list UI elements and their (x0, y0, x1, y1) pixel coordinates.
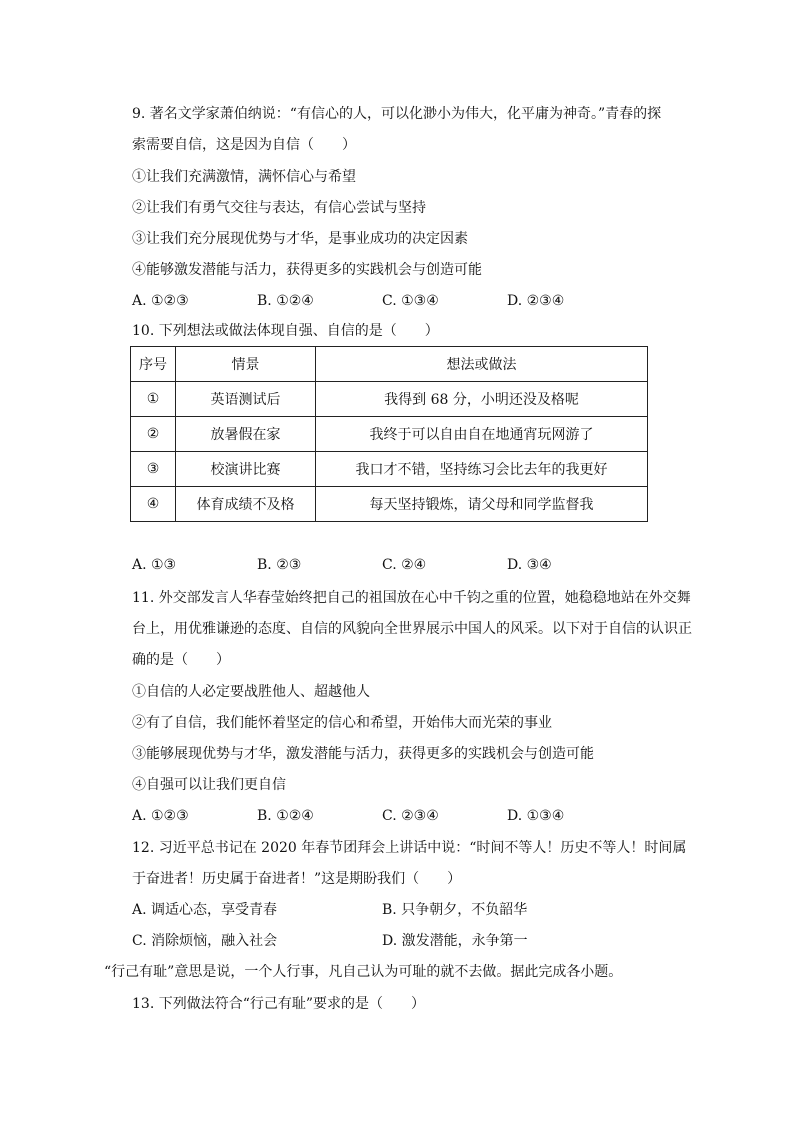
q10-option-d: D. ③④ (507, 557, 552, 573)
q10-option-c: C. ②④ (382, 557, 427, 573)
table-cell: 校演讲比赛 (176, 452, 316, 487)
q11-stem-line1: 11. 外交部发言人华春莹始终把自己的祖国放在心中千钧之重的位置，她稳稳地站在外交舞 (132, 590, 691, 606)
q9-item-3: ③让我们充分展现优势与才华，是事业成功的决定因素 (132, 231, 468, 247)
q11-option-d: D. ①③④ (507, 808, 565, 824)
table-cell: ④ (131, 487, 176, 522)
q12-option-c: C. 消除烦恼，融入社会 (132, 933, 278, 949)
q9-stem-line1: 9. 著名文学家萧伯纳说：“有信心的人，可以化渺小为伟大，化平庸为神奇。”青春的探 (132, 106, 662, 122)
q9-item-2: ②让我们有勇气交往与表达，有信心尝试与坚持 (132, 200, 426, 216)
table-cell: 英语测试后 (176, 382, 316, 417)
table-row (131, 452, 648, 487)
table-cell: ① (131, 382, 176, 417)
table-row (131, 382, 648, 417)
q10-stem: 10. 下列想法或做法体现自强、自信的是（ ） (132, 323, 439, 339)
q10-table (130, 346, 648, 522)
q11-item-1: ①自信的人必定要战胜他人、超越他人 (132, 684, 370, 700)
q11-option-c: C. ②③④ (382, 808, 439, 824)
table-cell: 体育成绩不及格 (176, 487, 316, 522)
q9-stem-line2: 索需要自信，这是因为自信（ ） (132, 137, 356, 153)
table-header-cell: 想法或做法 (316, 347, 648, 382)
table-cell: 放暑假在家 (176, 417, 316, 452)
table-header-row (131, 347, 648, 382)
q11-stem-line3: 确的是（ ） (132, 652, 230, 668)
q11-item-2: ②有了自信，我们能怀着坚定的信心和希望，开始伟大而光荣的事业 (132, 715, 552, 731)
table-cell: ② (131, 417, 176, 452)
q13-stem: 13. 下列做法符合“行己有耻”要求的是（ ） (132, 996, 426, 1012)
q12-option-b: B. 只争朝夕，不负韶华 (382, 902, 528, 918)
q12-stem-line2: 于奋进者！历史属于奋进者！”这是期盼我们（ ） (132, 871, 462, 887)
table-cell: 每天坚持锻炼，请父母和同学监督我 (316, 487, 648, 522)
q9-item-4: ④能够激发潜能与活力，获得更多的实践机会与创造可能 (132, 262, 482, 278)
q9-item-1: ①让我们充满激情，满怀信心与希望 (132, 169, 356, 185)
q11-option-a: A. ①②③ (132, 808, 189, 824)
table-cell: 我口才不错，坚持练习会比去年的我更好 (316, 452, 648, 487)
q9-option-b: B. ①②④ (257, 293, 314, 309)
q12-option-a: A. 调适心态，享受青春 (132, 902, 278, 918)
q12-stem-line1: 12. 习近平总书记在 2020 年春节团拜会上讲话中说：“时间不等人！历史不等人！时间属 (132, 840, 687, 856)
table-header-cell: 序号 (131, 347, 176, 382)
table-cell: 我终于可以自由自在地通宵玩网游了 (316, 417, 648, 452)
table-cell: 我得到 68 分，小明还没及格呢 (316, 382, 648, 417)
table-row (131, 417, 648, 452)
q9-option-a: A. ①②③ (132, 293, 189, 309)
q10-option-a: A. ①③ (132, 557, 177, 573)
q11-item-4: ④自强可以让我们更自信 (132, 777, 286, 793)
table-cell: ③ (131, 452, 176, 487)
table-header-cell: 情景 (176, 347, 316, 382)
q10-option-b: B. ②③ (257, 557, 302, 573)
q9-option-c: C. ①③④ (382, 293, 439, 309)
q11-option-b: B. ①②④ (257, 808, 314, 824)
q11-stem-line2: 台上，用优雅谦逊的态度、自信的风貌向全世界展示中国人的风采。以下对于自信的认识正 (132, 621, 692, 637)
q11-item-3: ③能够展现优势与才华，激发潜能与活力，获得更多的实践机会与创造可能 (132, 746, 594, 762)
q9-option-d: D. ②③④ (507, 293, 565, 309)
q12-option-d: D. 激发潜能，永争第一 (382, 933, 528, 949)
table-row (131, 487, 648, 522)
group-intro: “行己有耻”意思是说，一个人行事，凡自己认为可耻的就不去做。据此完成各小题。 (104, 964, 623, 980)
